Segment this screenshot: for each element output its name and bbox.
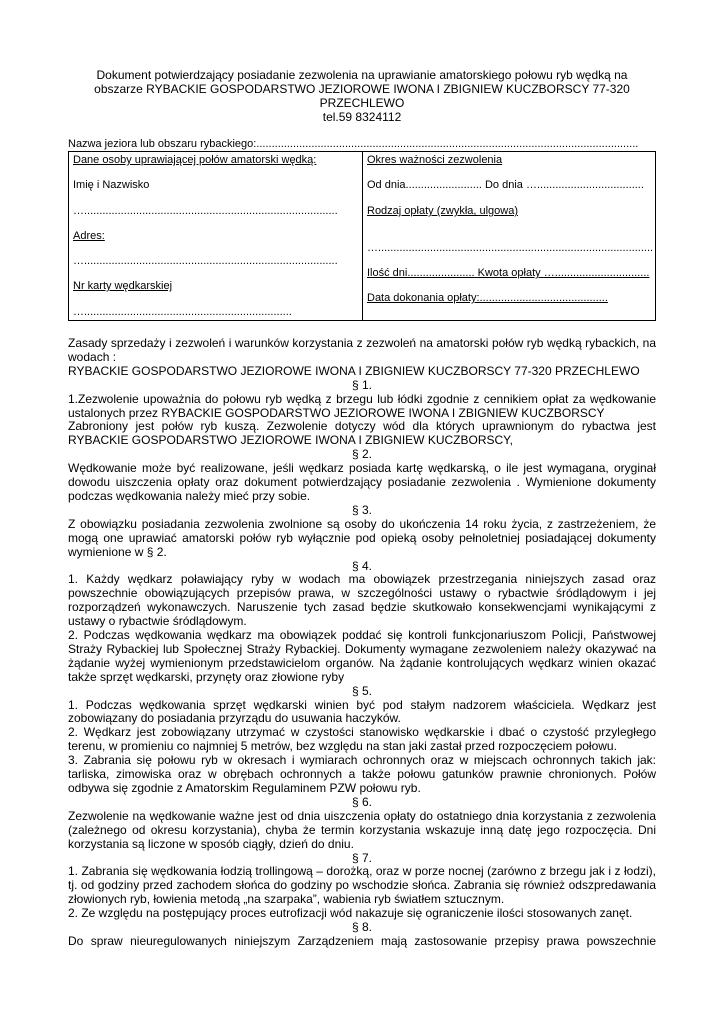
amount-label: Kwota opłaty [477,267,541,279]
title-line-1: Dokument potwierdzający posiadanie zezwolenia na uprawianie amatorskiego połowu ryb wędką na [96,68,628,82]
section-3-para: Z obowiązku posiadania zezwolenia zwolnione są osoby do ukończenia 14 roku życia, z zastrzeżeniem, że mogą one uprawiać amatorski połów ryb wyłącznie pod opieką osoby pełnoletniej posiadającej dokumenty wymienione w § 2. [68,516,656,559]
section-7-heading: § 7. [351,850,372,865]
form-column-divider [362,152,363,320]
permit-form-box [68,151,656,321]
section-1-heading: § 1. [351,377,372,392]
fee-type-label: Rodzaj opłaty (zwykła, ulgowa) [367,205,519,217]
amount-field: …............................... [543,267,650,279]
section-5-para-3: 3. Zabrania się połowu ryb w okresach i wymiarach ochronnych oraz w miejscach ochronnych takich jak: tarliska, zimowiska oraz w obrębach ochronnych a także połowu gatunków prawnie chronionych. Połów odbywa się zgodnie z Amatorskim Regulaminem PZW połowu ryb. [68,753,656,795]
title-line-3: PRZECHLEWO [319,96,405,110]
address-line: …................................................................................... [73,255,338,267]
card-number-line: ….................................................................... [73,306,292,318]
card-number-label: Nr karty wędkarskiej [73,280,173,292]
rules-intro: Zasady sprzedaży i zezwoleń i warunków korzystania z zezwoleń na amatorski połów ryb wędką rybackich, na wodach : [68,336,656,364]
rules-text [68,337,656,949]
section-1-para-2: Zabroniony jest połów ryb kuszą. Zezwolenie dotyczy wód dla których uprawnionym do rybactwa jest RYBACKIE GOSPODARSTWO JEZIOROWE IWONA I ZBIGNIEW KUCZBORSCY, [68,419,656,448]
section-3-heading: § 3. [351,502,372,517]
section-7-para-1: 1. Zabrania się wędkowania łodzią trollingową – dorożką, oraz w porze nocnej (zarówno z brzegu jak i z łodzi), tj. od godziny przed zachodem słońca do godziny po wschodzie słońca. Zabrania się również odszpredawania złowionych ryb, łowienia metodą „na szarpaka”, wabienia ryb światłem sztucznym. [68,864,656,907]
address-label: Adres: [73,230,105,242]
section-4-para-1: 1. Każdy wędkarz poławiający ryby w wodach ma obowiązek przestrzegania niniejszych zasad oraz powszechnie obowiązujących przepisów prawa, w szczególności ustawy o rybactwie śródlądowym i jej rozporządzeń wykonawczych. Naruszenie tych zasad będzie skutkowało konsekwencjami wynikającymi z ustawy o rybactwie śródlądowym. [68,572,656,629]
fee-type-line: ….......................................................................................... [367,242,654,254]
section-8-para: Do spraw nieuregulowanych niniejszym Zarządzeniem mają zastosowanie przepisy prawa powszechnie [68,933,656,948]
name-line: …................................................................................... [73,205,338,217]
holder-section-title: Dane osoby uprawiającej połów amatorski wędką: [73,154,317,166]
validity-dates-line: Od dnia......................... Do dnia …................................... [367,179,644,191]
section-5-para-1: 1. Podczas wędkowania sprzęt wędkarski winien być pod stałym nadzorem właściciela. Wędkarz jest zobowiązany do posiadania przyrządu do usuwania haczyków. [68,697,656,726]
validity-section-title: Okres ważności zezwolenia [367,154,503,166]
name-label: Imię i Nazwisko [73,179,150,191]
payment-date-field: Data dokonania opłaty:.......................................... [367,292,608,304]
days-count-field: Ilość dni...................... [367,267,475,279]
section-6-para: Zezwolenie na wędkowanie ważne jest od dnia uiszczenia opłaty do ostatniego dnia korzystania z zezwolenia (zależnego od okresu korzystania), chyba że termin korzystania wskazuje inną datę jego rozpoczęcia. Dni korzystania są liczone w sposób ciągły, dzień do dniu. [68,808,656,851]
title-line-2: obszarze RYBACKIE GOSPODARSTWO JEZIOROWE IWONA I ZBIGNIEW KUCZBORSCY 77-320 [94,82,630,96]
section-4-para-2: 2. Podczas wędkowania wędkarz ma obowiązek poddać się kontroli funkcjonariuszom Policji, Państwowej Straży Rybackiej lub Społecznej Straży Rybackiej. Dokumenty wymagane zezwoleniem należy okazywać na żądanie wyżej wymienionym przedstawicielom organów. Na żądanie kontrolujących wędkarz winien okazać także sprzęt wędkarski, przynęty oraz złowione ryby [68,628,656,684]
rules-owner: RYBACKIE GOSPODARSTWO JEZIOROWE IWONA I ZBIGNIEW KUCZBORSCY 77-320 PRZECHLEWO [68,363,640,378]
section-2-heading: § 2. [351,447,372,462]
days-amount-line [367,267,649,280]
section-8-heading: § 8. [351,920,372,935]
section-7-para-2: 2. Ze względu na postępujący proces eutrofizacji wód nakazuje się ograniczenie ilości stosowanych zanęt. [68,906,633,921]
lake-name-field: Nazwa jeziora lub obszaru rybackiego:............................................................................................................................. [68,138,639,150]
section-5-heading: § 5. [351,683,372,698]
document-title [60,68,664,124]
section-5-para-2: 2. Wędkarz jest zobowiązany utrzymać w czystości stanowisko wędkarskie i dbać o czystość przyległego terenu, w promieniu co najmniej 5 metrów, bez względu na stan jaki zastał przed rozpoczęciem połowu. [68,725,656,754]
title-line-4: tel.59 8324112 [322,110,402,124]
section-2-para: Wędkowanie może być realizowane, jeśli wędkarz posiada kartę wędkarską, o ile jest wymagana, oryginał dowodu uiszczenia opłaty oraz dokument potwierdzający posiadanie zezwolenia . Wymienione dokumenty podczas wędkowania należy mieć przy sobie. [68,461,656,503]
section-1-para-1: 1.Zezwolenie upoważnia do połowu ryb wędką z brzegu lub łódki zgodnie z cennikiem opłat za wędkowanie ustalonych przez RYBACKIE GOSPODARSTWO JEZIOROWE IWONA I ZBIGNIEW KUCZBORSCY [68,391,656,420]
section-4-heading: § 4. [351,558,372,573]
section-6-heading: § 6. [351,794,372,809]
